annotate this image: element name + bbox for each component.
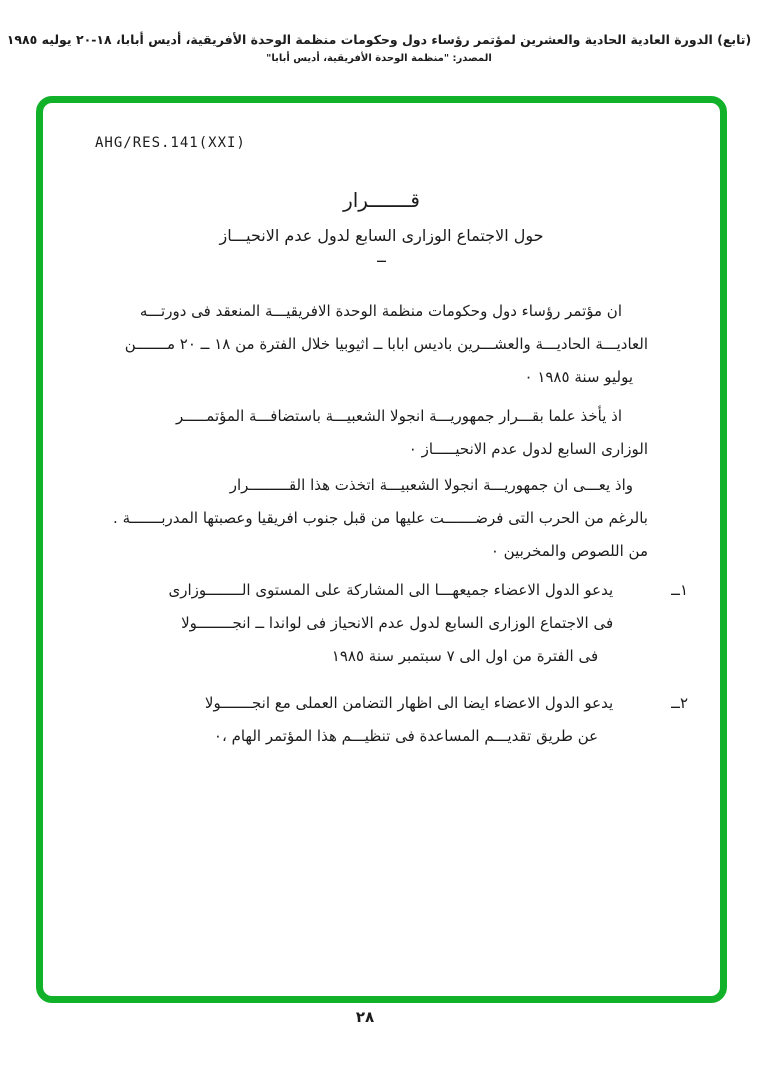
text-line: عن طريق تقديـــم المساعدة فى تنظيـــم هذا المؤتمر الهام ،٠ (213, 727, 599, 745)
item-text (69, 574, 613, 673)
page-header (0, 32, 758, 64)
session-title: (تابع) الدورة العادية الحادية والعشرين لمؤتمر رؤساء دول وحكومات منظمة الوحدة الأفريقية، أديس أبابا، ١٨-٢٠ يوليه ١٩٨٥ (6, 32, 752, 47)
text-line: يدعو الدول الاعضاء جميعهـــا الى المشاركة على المستوى الــــــــوزارى (168, 581, 614, 599)
text-line: ان مؤتمر رؤساء دول وحكومات منظمة الوحدة الافريقيـــة المنعقد فى دورتـــه (139, 302, 622, 320)
document-body (43, 295, 720, 753)
operative-item-2 (69, 687, 688, 753)
item-number: ٢ــ (671, 694, 688, 712)
resolution-subtitle: حول الاجتماع الوزارى السابع لدول عدم الانحيـــاز (219, 226, 544, 245)
text-line: يوليو سنة ١٩٨٥ ٠ (524, 368, 633, 386)
text-line: من اللصوص والمخربين ٠ (490, 542, 648, 560)
document-frame (36, 96, 727, 1003)
preamble-paragraph-1 (69, 295, 648, 394)
text-line: العاديـــة الحاديـــة والعشـــرين باديس ابابا ــ اثيوبيا خلال الفترة من ١٨ ــ ٢٠ مـــــــن (124, 335, 648, 353)
page-number: ٢٨ (355, 1008, 375, 1026)
item-text (69, 687, 613, 753)
text-line: فى الفترة من اول الى ٧ سبتمبر سنة ١٩٨٥ (331, 647, 599, 665)
operative-item-1 (69, 574, 688, 673)
preamble-paragraph-2 (69, 400, 648, 466)
source-line: المصدر: "منظمة الوحدة الأفريقية، أديس أبابا" (266, 53, 492, 64)
text-line: يدعو الدول الاعضاء ايضا الى اظهار التضامن العملى مع انجـــــــولا (204, 694, 614, 712)
text-line: واذ يعـــى ان جمهوريـــة انجولا الشعبيـــة اتخذت هذا القـــــــــرار (229, 476, 633, 494)
title-divider: ــ (377, 248, 386, 266)
text-line: فى الاجتماع الوزارى السابع لدول عدم الانحياز فى لواندا ــ انجــــــــولا (181, 614, 614, 632)
resolution-reference: AHG/RES.141(XXI) (95, 135, 246, 151)
preamble-paragraph-3 (69, 469, 648, 568)
item-number: ١ــ (671, 581, 688, 599)
text-line: بالرغم من الحرب التى فرضـــــــت عليها من قبل جنوب افريقيا وعصبتها المدربـــــــة . (113, 509, 648, 527)
text-line: الوزارى السابع لدول عدم الانحيـــــاز ٠ (408, 440, 648, 458)
resolution-title: قـــــــرار (343, 188, 420, 212)
text-line: اذ يأخذ علما بقـــرار جمهوريـــة انجولا الشعبيـــة باستضافـــة المؤتمـــــر (176, 407, 622, 425)
